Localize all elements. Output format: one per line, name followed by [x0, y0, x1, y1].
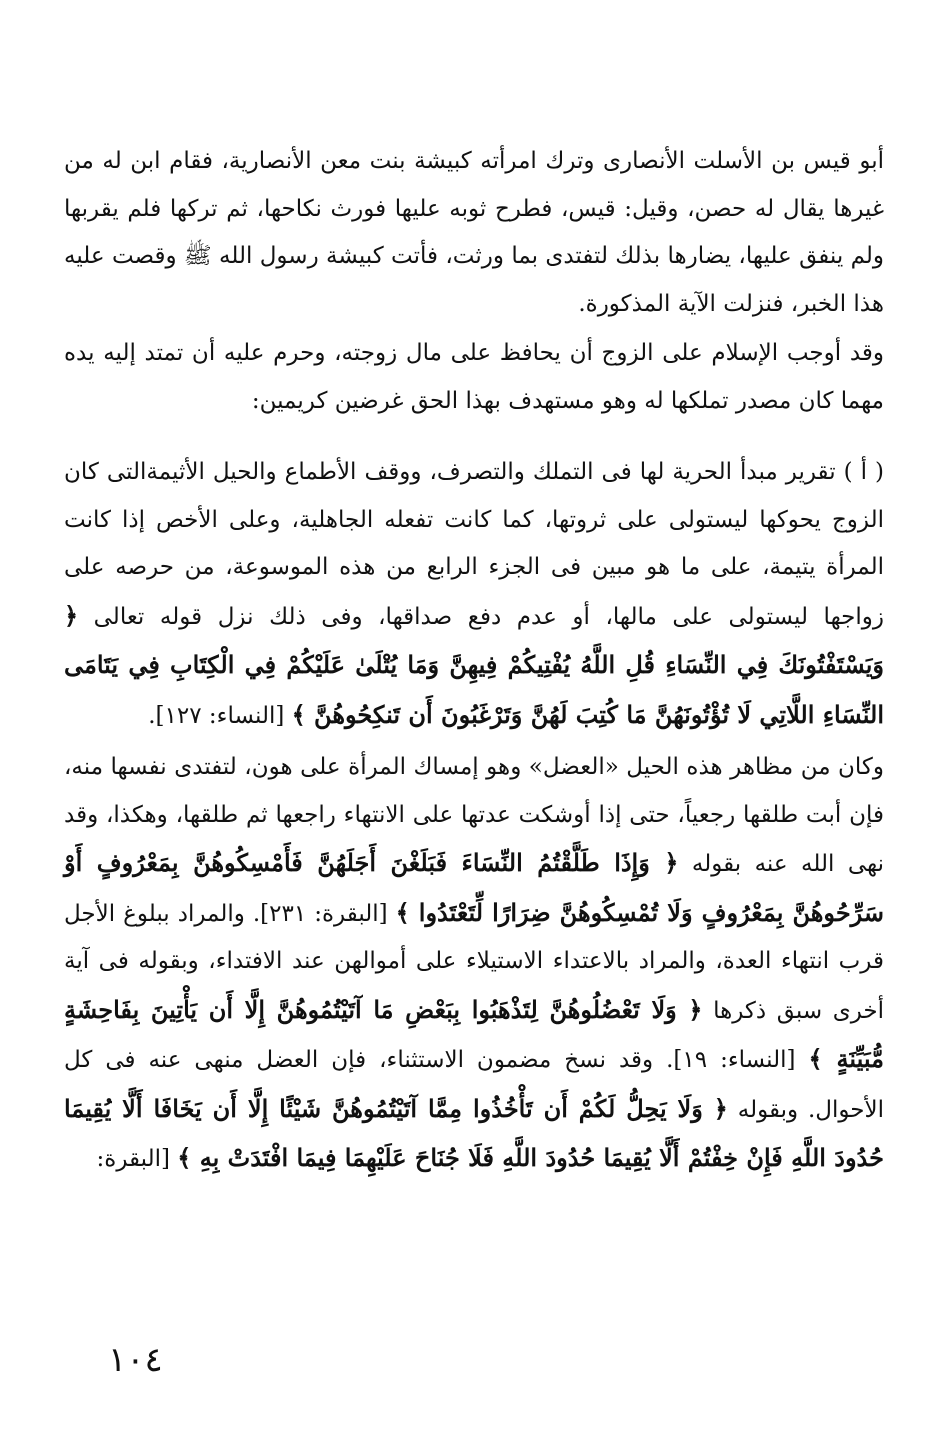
paragraph-4-text-middle-1: [البقرة: ٢٣١]. والمراد ببلوغ الأجل قرب انتهاء العدة، والمراد بالاعتداء الاستيلاء على أموالهن عند الافتداء، وبقوله فى آية أخرى سبق ذكرها	[64, 900, 885, 1024]
paragraph-2-text: وقد أوجب الإسلام على الزوج أن يحافظ على مال زوجته، وحرم عليه أن تمتد إليه يده مهما كان مصدر تملكها له وهو مستهدف بهذا الحق غرضين كريمين:	[64, 340, 884, 414]
verse-reference-baqarah: [البقرة:	[96, 1146, 170, 1172]
quran-verse-nisa-127: ﴿ وَيَسْتَفْتُونَكَ فِي النِّسَاءِ قُلِ اللَّهُ يُفْتِيكُمْ فِيهِنَّ وَمَا يُتْلَىٰ عَلَيْكُمْ فِي الْكِتَابِ فِي يَتَامَى النِّسَاءِ اللَّاتِي لَا تُؤْتُونَهُنَّ مَا كُتِبَ لَهُنَّ وَتَرْغَبُونَ أَن تَنكِحُوهُنَّ ﴾	[64, 600, 884, 729]
paragraph-1-text: أبو قيس بن الأسلت الأنصارى وترك امرأته كبيشة بنت معن الأنصارية، فقام ابن له من غيرها يقال له حصن، وقيل: قيس، فطرح ثوبه عليها فورث نكاحها، ثم تركها فلم يقربها ولم ينفق عليها، يضارها بذلك لتفتدى بما ورثت، فأتت كبيشة رسول الله ﷺ وقصت عليه هذا الخبر، فنزلت الآية المذكورة.	[64, 148, 884, 317]
document-page	[64, 138, 884, 1184]
paragraph-2	[64, 330, 884, 425]
page-number: ١٠٤	[108, 1340, 163, 1380]
paragraph-4-text-intro: وكان من مظاهر هذه الحيل «العضل» وهو إمساك المرأة على هون، لتفتدى نفسها منه، فإن أبت طلقها رجعياً، حتى إذا أوشكت عدتها على الانتهاء راجعها ثم طلقها، وهكذا، وقد نهى الله عنه بقوله	[64, 754, 885, 877]
quran-verse-baqarah-229: ﴿ وَلَا يَحِلُّ لَكُمْ أَن تَأْخُذُوا مِمَّا آتَيْتُمُوهُنَّ شَيْئًا إِلَّا أَن يَخَافَا أَلَّا يُقِيمَا حُدُودَ اللَّهِ فَإِنْ خِفْتُمْ أَلَّا يُقِيمَا حُدُودَ اللَّهِ فَلَا جُنَاحَ عَلَيْهِمَا فِيمَا افْتَدَتْ بِهِ ﴾	[64, 1093, 884, 1172]
paragraph-1	[64, 138, 884, 328]
paragraph-4	[64, 744, 884, 1184]
paragraph-3	[64, 449, 884, 740]
quran-verse-baqarah-231: ﴿ وَإِذَا طَلَّقْتُمُ النِّسَاءَ فَبَلَغْنَ أَجَلَهُنَّ فَأَمْسِكُوهُنَّ بِمَعْرُوفٍ أَوْ سَرِّحُوهُنَّ بِمَعْرُوفٍ وَلَا تُمْسِكُوهُنَّ ضِرَارًا لِّتَعْتَدُوا ﴾	[64, 848, 885, 927]
verse-reference-nisa-127: [النساء: ١٢٧].	[148, 702, 285, 729]
paragraph-3-text: ( أ ) تقرير مبدأ الحرية لها فى التملك والتصرف، ووقف الأطماع والحيل الأثيمةالتى كان الزوج يحوكها ليستولى على ثروتها، كما كانت تفعله الجاهلية، وعلى الأخص إذا كانت المرأة يتيمة، على ما هو مبين فى الجزء الرابع من هذه الموسوعة، من حرصه على زواجها ليستولى على مالها، أو عدم دفع صداقها، وفى ذلك نزل قوله تعالى	[64, 459, 884, 630]
paragraph-4-text-middle-2: [النساء: ١٩]. وقد نسخ مضمون الاستثناء، فإن العضل منهى عنه فى كل الأحوال. وبقوله	[64, 1047, 885, 1123]
quran-verse-nisa-19: ﴿ وَلَا تَعْضُلُوهُنَّ لِتَذْهَبُوا بِبَعْضِ مَا آتَيْتُمُوهُنَّ إِلَّا أَن يَأْتِينَ بِفَاحِشَةٍ مُّبَيِّنَةٍ ﴾	[64, 994, 884, 1073]
